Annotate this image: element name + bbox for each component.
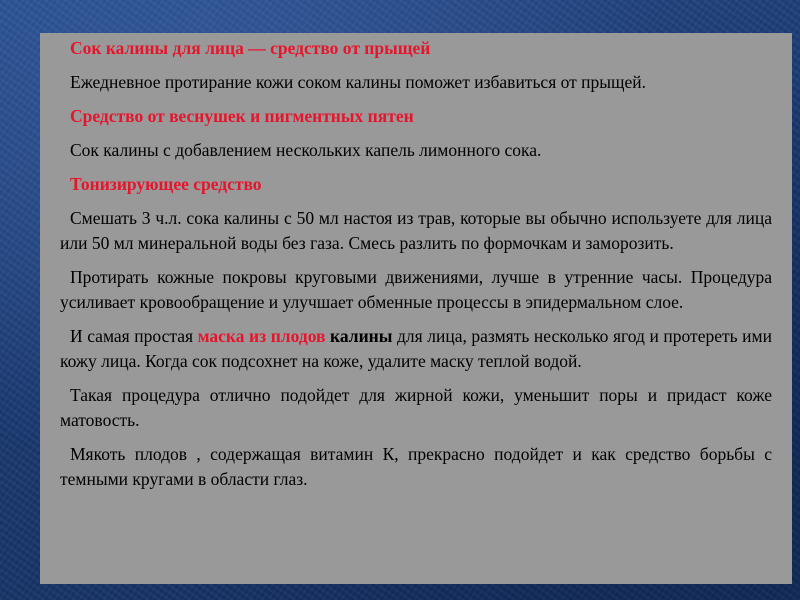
mask-bold-word: калины [330, 326, 393, 346]
paragraph-oily-skin: Такая процедура отлично подойдет для жирной кожи, уменьшит поры и придаст коже матовость. [60, 385, 772, 430]
mask-text-start: И самая простая [70, 326, 198, 346]
mask-link[interactable]: маска из плодов [197, 326, 326, 346]
paragraph-mask [60, 324, 772, 374]
heading-acne-remedy: Сок калины для лица — средство от прыщей [70, 38, 431, 58]
heading-freckles-remedy: Средство от веснушек и пигментных пятен [70, 106, 414, 126]
paragraph-vitamin-k: Мякоть плодов , содержащая витамин К, прекрасно подойдет и как средство борьбы с темными кругами в области глаз. [60, 444, 772, 489]
paragraph-lemon-juice: Сок калины с добавлением нескольких капель лимонного сока. [70, 140, 542, 160]
paragraph-mix-recipe: Смешать 3 ч.л. сока калины с 50 мл настоя из трав, которые вы обычно используете для лица или 50 мл минеральной воды без газа. Смесь разлить по формочкам и заморозить. [60, 208, 772, 253]
paragraph-procedure: Протирать кожные покровы круговыми движениями, лучше в утренние часы. Процедура усиливает кровообращение и улучшает обменные процессы в эпидермальном слое. [60, 267, 772, 312]
heading-toning-remedy: Тонизирующее средство [70, 174, 262, 194]
content-panel [40, 33, 792, 584]
paragraph-daily-wipe: Ежедневное протирание кожи соком калины поможет избавиться от прыщей. [70, 72, 647, 92]
mask-text-end: для лица, размять несколько ягод и протереть ими кожу лица. Когда сок подсохнет на коже, удалите маску теплой водой. [60, 326, 772, 371]
